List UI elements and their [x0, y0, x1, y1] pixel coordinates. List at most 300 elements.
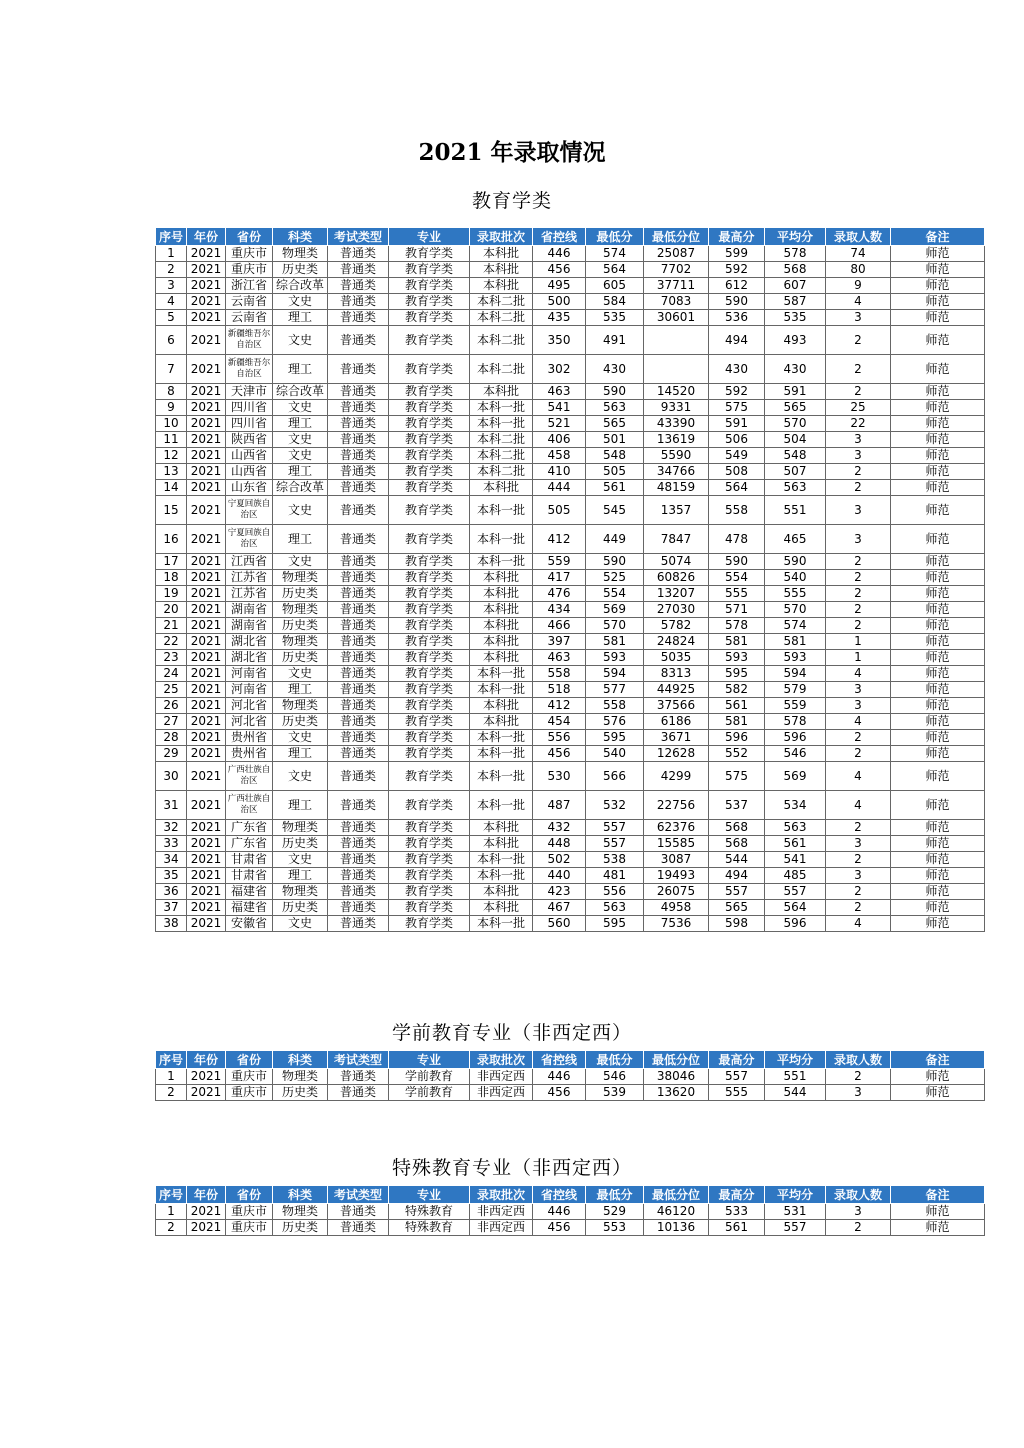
table-row [156, 634, 985, 650]
col-province: 湖北省 [226, 650, 273, 666]
col-subject: 历史类 [273, 1085, 328, 1101]
col-avg-score: 493 [765, 326, 826, 355]
col-major: 教育学类 [389, 326, 470, 355]
col-province: 福建省 [226, 900, 273, 916]
col-min-score: 577 [586, 682, 644, 698]
col-max-score: 544 [709, 852, 765, 868]
col-min-rank: 44925 [644, 682, 709, 698]
col-exam-type: 普通类 [328, 602, 389, 618]
col-province: 宁夏回族自治区 [226, 525, 273, 554]
col-max-score: 552 [709, 746, 765, 762]
col-year: 2021 [187, 666, 226, 682]
col-province: 山西省 [226, 464, 273, 480]
col-year: 2021 [187, 1220, 226, 1236]
col-batch: 本科批 [470, 884, 533, 900]
col-max-score: 593 [709, 650, 765, 666]
col-avg-score: 590 [765, 554, 826, 570]
col-min-rank: 3671 [644, 730, 709, 746]
col-exam-type: 普通类 [328, 1085, 389, 1101]
col-min-rank: 12628 [644, 746, 709, 762]
col-index: 9 [156, 400, 187, 416]
col-control-line: 448 [533, 836, 586, 852]
col-remark: 师范 [891, 791, 985, 820]
col-remark: 师范 [891, 714, 985, 730]
col-batch: 本科一批 [470, 525, 533, 554]
col-max-score: 578 [709, 618, 765, 634]
col-index: 8 [156, 384, 187, 400]
col-remark: 师范 [891, 868, 985, 884]
col-avg-score: 594 [765, 666, 826, 682]
table-row [156, 464, 985, 480]
table-row [156, 900, 985, 916]
col-min-score: 532 [586, 791, 644, 820]
col-control-line: 434 [533, 602, 586, 618]
col-avg-score: 535 [765, 310, 826, 326]
col-province: 四川省 [226, 416, 273, 432]
col-min-score: 563 [586, 400, 644, 416]
col-province: 广西壮族自治区 [226, 762, 273, 791]
col-exam-type: 普通类 [328, 682, 389, 698]
col-min-rank: 22756 [644, 791, 709, 820]
col-major: 教育学类 [389, 666, 470, 682]
header-col-admitted: 录取人数 [826, 228, 891, 246]
col-min-score: 595 [586, 730, 644, 746]
table-row [156, 448, 985, 464]
header-col-exam-type: 考试类型 [328, 1051, 389, 1069]
col-index: 25 [156, 682, 187, 698]
col-exam-type: 普通类 [328, 666, 389, 682]
col-max-score: 590 [709, 554, 765, 570]
table-row [156, 836, 985, 852]
col-year: 2021 [187, 634, 226, 650]
table-row [156, 714, 985, 730]
col-remark: 师范 [891, 432, 985, 448]
col-subject: 历史类 [273, 262, 328, 278]
col-min-score: 553 [586, 1220, 644, 1236]
col-index: 4 [156, 294, 187, 310]
col-batch: 本科二批 [470, 294, 533, 310]
col-province: 山东省 [226, 480, 273, 496]
col-subject: 物理类 [273, 1204, 328, 1220]
col-batch: 本科批 [470, 480, 533, 496]
col-avg-score: 574 [765, 618, 826, 634]
col-subject: 综合改革 [273, 384, 328, 400]
col-control-line: 505 [533, 496, 586, 525]
table-header-row [156, 228, 985, 246]
col-max-score: 598 [709, 916, 765, 932]
col-batch: 本科一批 [470, 496, 533, 525]
col-exam-type: 普通类 [328, 294, 389, 310]
col-major: 教育学类 [389, 262, 470, 278]
table-row [156, 310, 985, 326]
col-avg-score: 578 [765, 246, 826, 262]
col-exam-type: 普通类 [328, 525, 389, 554]
header-col-min-score: 最低分 [586, 1186, 644, 1204]
col-admitted: 22 [826, 416, 891, 432]
col-major: 学前教育 [389, 1085, 470, 1101]
col-max-score: 557 [709, 1069, 765, 1085]
header-col-remark: 备注 [891, 228, 985, 246]
col-min-score: 563 [586, 900, 644, 916]
col-max-score: 592 [709, 384, 765, 400]
col-major: 教育学类 [389, 294, 470, 310]
col-batch: 本科二批 [470, 326, 533, 355]
header-col-min-rank: 最低分位 [644, 228, 709, 246]
col-max-score: 558 [709, 496, 765, 525]
col-min-rank: 37711 [644, 278, 709, 294]
col-max-score: 494 [709, 326, 765, 355]
col-batch: 本科批 [470, 586, 533, 602]
col-min-score: 590 [586, 384, 644, 400]
col-min-rank: 9331 [644, 400, 709, 416]
table-row [156, 480, 985, 496]
col-avg-score: 559 [765, 698, 826, 714]
col-remark: 师范 [891, 294, 985, 310]
col-major: 特殊教育 [389, 1220, 470, 1236]
table-header-row [156, 1186, 985, 1204]
col-subject: 物理类 [273, 246, 328, 262]
col-admitted: 2 [826, 554, 891, 570]
col-min-score: 570 [586, 618, 644, 634]
col-admitted: 2 [826, 480, 891, 496]
col-min-score: 557 [586, 820, 644, 836]
col-max-score: 561 [709, 1220, 765, 1236]
col-major: 教育学类 [389, 884, 470, 900]
col-control-line: 502 [533, 852, 586, 868]
col-avg-score: 541 [765, 852, 826, 868]
col-min-score: 538 [586, 852, 644, 868]
col-batch: 本科批 [470, 900, 533, 916]
col-min-rank: 5074 [644, 554, 709, 570]
col-admitted: 74 [826, 246, 891, 262]
col-batch: 本科一批 [470, 762, 533, 791]
col-min-rank: 38046 [644, 1069, 709, 1085]
col-province: 云南省 [226, 310, 273, 326]
col-province: 山西省 [226, 448, 273, 464]
col-remark: 师范 [891, 496, 985, 525]
col-admitted: 2 [826, 464, 891, 480]
col-exam-type: 普通类 [328, 884, 389, 900]
col-min-rank: 4958 [644, 900, 709, 916]
col-province: 天津市 [226, 384, 273, 400]
col-province: 新疆维吾尔自治区 [226, 355, 273, 384]
col-admitted: 2 [826, 602, 891, 618]
col-province: 贵州省 [226, 730, 273, 746]
col-exam-type: 普通类 [328, 868, 389, 884]
col-province: 陕西省 [226, 432, 273, 448]
col-index: 15 [156, 496, 187, 525]
col-admitted: 2 [826, 618, 891, 634]
col-subject: 文史 [273, 554, 328, 570]
col-index: 17 [156, 554, 187, 570]
col-province: 重庆市 [226, 1220, 273, 1236]
col-major: 教育学类 [389, 852, 470, 868]
table-row [156, 602, 985, 618]
header-col-min-rank: 最低分位 [644, 1186, 709, 1204]
col-year: 2021 [187, 618, 226, 634]
col-year: 2021 [187, 714, 226, 730]
col-max-score: 591 [709, 416, 765, 432]
col-subject: 理工 [273, 464, 328, 480]
col-major: 教育学类 [389, 246, 470, 262]
col-control-line: 444 [533, 480, 586, 496]
col-admitted: 9 [826, 278, 891, 294]
col-index: 11 [156, 432, 187, 448]
col-avg-score: 504 [765, 432, 826, 448]
col-min-rank: 60826 [644, 570, 709, 586]
col-min-rank: 6186 [644, 714, 709, 730]
col-year: 2021 [187, 884, 226, 900]
table-row [156, 384, 985, 400]
col-max-score: 549 [709, 448, 765, 464]
col-subject: 文史 [273, 852, 328, 868]
col-major: 教育学类 [389, 400, 470, 416]
col-batch: 本科批 [470, 820, 533, 836]
col-min-score: 556 [586, 884, 644, 900]
col-avg-score: 546 [765, 746, 826, 762]
col-exam-type: 普通类 [328, 570, 389, 586]
col-major: 教育学类 [389, 355, 470, 384]
col-admitted: 3 [826, 432, 891, 448]
col-remark: 师范 [891, 1069, 985, 1085]
col-admitted: 2 [826, 384, 891, 400]
col-min-score: 546 [586, 1069, 644, 1085]
col-avg-score: 563 [765, 480, 826, 496]
header-col-max-score: 最高分 [709, 1186, 765, 1204]
col-min-score: 545 [586, 496, 644, 525]
col-remark: 师范 [891, 480, 985, 496]
col-batch: 本科批 [470, 262, 533, 278]
col-admitted: 3 [826, 698, 891, 714]
col-admitted: 3 [826, 682, 891, 698]
col-province: 云南省 [226, 294, 273, 310]
col-avg-score: 540 [765, 570, 826, 586]
col-major: 教育学类 [389, 900, 470, 916]
col-avg-score: 564 [765, 900, 826, 916]
col-subject: 理工 [273, 682, 328, 698]
col-max-score: 533 [709, 1204, 765, 1220]
col-remark: 师范 [891, 884, 985, 900]
col-max-score: 478 [709, 525, 765, 554]
col-admitted: 4 [826, 762, 891, 791]
col-avg-score: 561 [765, 836, 826, 852]
col-province: 重庆市 [226, 1204, 273, 1220]
col-avg-score: 531 [765, 1204, 826, 1220]
col-admitted: 3 [826, 525, 891, 554]
col-province: 湖南省 [226, 618, 273, 634]
col-min-score: 548 [586, 448, 644, 464]
table-row [156, 246, 985, 262]
col-major: 教育学类 [389, 618, 470, 634]
col-avg-score: 569 [765, 762, 826, 791]
col-control-line: 559 [533, 554, 586, 570]
col-control-line: 446 [533, 1204, 586, 1220]
col-min-score: 505 [586, 464, 644, 480]
col-year: 2021 [187, 746, 226, 762]
col-exam-type: 普通类 [328, 852, 389, 868]
col-index: 7 [156, 355, 187, 384]
col-province: 湖北省 [226, 634, 273, 650]
col-control-line: 530 [533, 762, 586, 791]
col-min-rank: 25087 [644, 246, 709, 262]
col-province: 广西壮族自治区 [226, 791, 273, 820]
table-row [156, 278, 985, 294]
col-exam-type: 普通类 [328, 416, 389, 432]
col-admitted: 3 [826, 1204, 891, 1220]
col-year: 2021 [187, 836, 226, 852]
col-max-score: 554 [709, 570, 765, 586]
col-province: 安徽省 [226, 916, 273, 932]
col-major: 教育学类 [389, 586, 470, 602]
col-min-rank: 46120 [644, 1204, 709, 1220]
table-header-row [156, 1051, 985, 1069]
col-min-rank: 48159 [644, 480, 709, 496]
header-col-province: 省份 [226, 1186, 273, 1204]
col-subject: 物理类 [273, 602, 328, 618]
col-major: 教育学类 [389, 278, 470, 294]
table-row [156, 852, 985, 868]
col-exam-type: 普通类 [328, 900, 389, 916]
col-year: 2021 [187, 326, 226, 355]
col-index: 19 [156, 586, 187, 602]
header-col-admitted: 录取人数 [826, 1186, 891, 1204]
col-subject: 历史类 [273, 900, 328, 916]
col-exam-type: 普通类 [328, 762, 389, 791]
col-control-line: 456 [533, 1085, 586, 1101]
col-max-score: 557 [709, 884, 765, 900]
col-batch: 非西定西 [470, 1085, 533, 1101]
preschool-table [155, 1050, 985, 1101]
col-index: 34 [156, 852, 187, 868]
col-max-score: 582 [709, 682, 765, 698]
col-avg-score: 548 [765, 448, 826, 464]
col-exam-type: 普通类 [328, 384, 389, 400]
col-admitted: 80 [826, 262, 891, 278]
header-col-batch: 录取批次 [470, 228, 533, 246]
col-province: 重庆市 [226, 246, 273, 262]
col-province: 广东省 [226, 836, 273, 852]
col-year: 2021 [187, 262, 226, 278]
col-control-line: 495 [533, 278, 586, 294]
col-major: 教育学类 [389, 650, 470, 666]
col-avg-score: 507 [765, 464, 826, 480]
col-min-rank: 26075 [644, 884, 709, 900]
section-title-preschool: 学前教育专业（非西定西） [391, 1022, 632, 1044]
col-exam-type: 普通类 [328, 730, 389, 746]
header-col-subject: 科类 [273, 228, 328, 246]
col-major: 教育学类 [389, 714, 470, 730]
table-row [156, 730, 985, 746]
col-max-score: 430 [709, 355, 765, 384]
col-admitted: 4 [826, 666, 891, 682]
col-control-line: 476 [533, 586, 586, 602]
col-control-line: 350 [533, 326, 586, 355]
table-row [156, 762, 985, 791]
table-row [156, 791, 985, 820]
section-title-special: 特殊教育专业（非西定西） [391, 1157, 632, 1179]
col-year: 2021 [187, 1204, 226, 1220]
col-batch: 本科二批 [470, 432, 533, 448]
col-major: 教育学类 [389, 791, 470, 820]
col-min-score: 564 [586, 262, 644, 278]
col-min-score: 501 [586, 432, 644, 448]
col-max-score: 581 [709, 714, 765, 730]
col-index: 38 [156, 916, 187, 932]
col-min-rank: 30601 [644, 310, 709, 326]
col-major: 教育学类 [389, 820, 470, 836]
col-admitted: 1 [826, 634, 891, 650]
col-year: 2021 [187, 525, 226, 554]
header-col-year: 年份 [187, 1186, 226, 1204]
col-remark: 师范 [891, 916, 985, 932]
col-batch: 本科二批 [470, 464, 533, 480]
col-subject: 文史 [273, 916, 328, 932]
header-col-control-line: 省控线 [533, 1051, 586, 1069]
col-max-score: 506 [709, 432, 765, 448]
col-remark: 师范 [891, 762, 985, 791]
col-year: 2021 [187, 416, 226, 432]
col-admitted: 3 [826, 448, 891, 464]
col-control-line: 521 [533, 416, 586, 432]
col-min-score: 557 [586, 836, 644, 852]
col-subject: 文史 [273, 448, 328, 464]
col-province: 贵州省 [226, 746, 273, 762]
col-year: 2021 [187, 464, 226, 480]
col-min-score: 430 [586, 355, 644, 384]
header-col-major: 专业 [389, 1186, 470, 1204]
col-min-score: 574 [586, 246, 644, 262]
col-exam-type: 普通类 [328, 746, 389, 762]
col-avg-score: 587 [765, 294, 826, 310]
col-subject: 综合改革 [273, 278, 328, 294]
col-min-score: 539 [586, 1085, 644, 1101]
header-col-index: 序号 [156, 1186, 187, 1204]
col-avg-score: 581 [765, 634, 826, 650]
col-index: 2 [156, 1085, 187, 1101]
col-subject: 历史类 [273, 650, 328, 666]
table-row [156, 916, 985, 932]
header-col-remark: 备注 [891, 1051, 985, 1069]
col-exam-type: 普通类 [328, 326, 389, 355]
col-province: 甘肃省 [226, 868, 273, 884]
col-exam-type: 普通类 [328, 634, 389, 650]
col-year: 2021 [187, 448, 226, 464]
header-col-max-score: 最高分 [709, 228, 765, 246]
col-admitted: 2 [826, 326, 891, 355]
col-batch: 本科二批 [470, 355, 533, 384]
col-year: 2021 [187, 294, 226, 310]
col-min-score: 558 [586, 698, 644, 714]
col-batch: 非西定西 [470, 1204, 533, 1220]
col-year: 2021 [187, 650, 226, 666]
col-exam-type: 普通类 [328, 554, 389, 570]
col-subject: 物理类 [273, 570, 328, 586]
col-max-score: 555 [709, 586, 765, 602]
col-avg-score: 607 [765, 278, 826, 294]
col-batch: 本科一批 [470, 791, 533, 820]
col-exam-type: 普通类 [328, 496, 389, 525]
col-min-rank: 24824 [644, 634, 709, 650]
col-subject: 物理类 [273, 634, 328, 650]
col-subject: 文史 [273, 730, 328, 746]
col-control-line: 456 [533, 1220, 586, 1236]
col-avg-score: 579 [765, 682, 826, 698]
col-subject: 理工 [273, 868, 328, 884]
col-control-line: 432 [533, 820, 586, 836]
col-major: 教育学类 [389, 525, 470, 554]
col-avg-score: 485 [765, 868, 826, 884]
col-avg-score: 534 [765, 791, 826, 820]
